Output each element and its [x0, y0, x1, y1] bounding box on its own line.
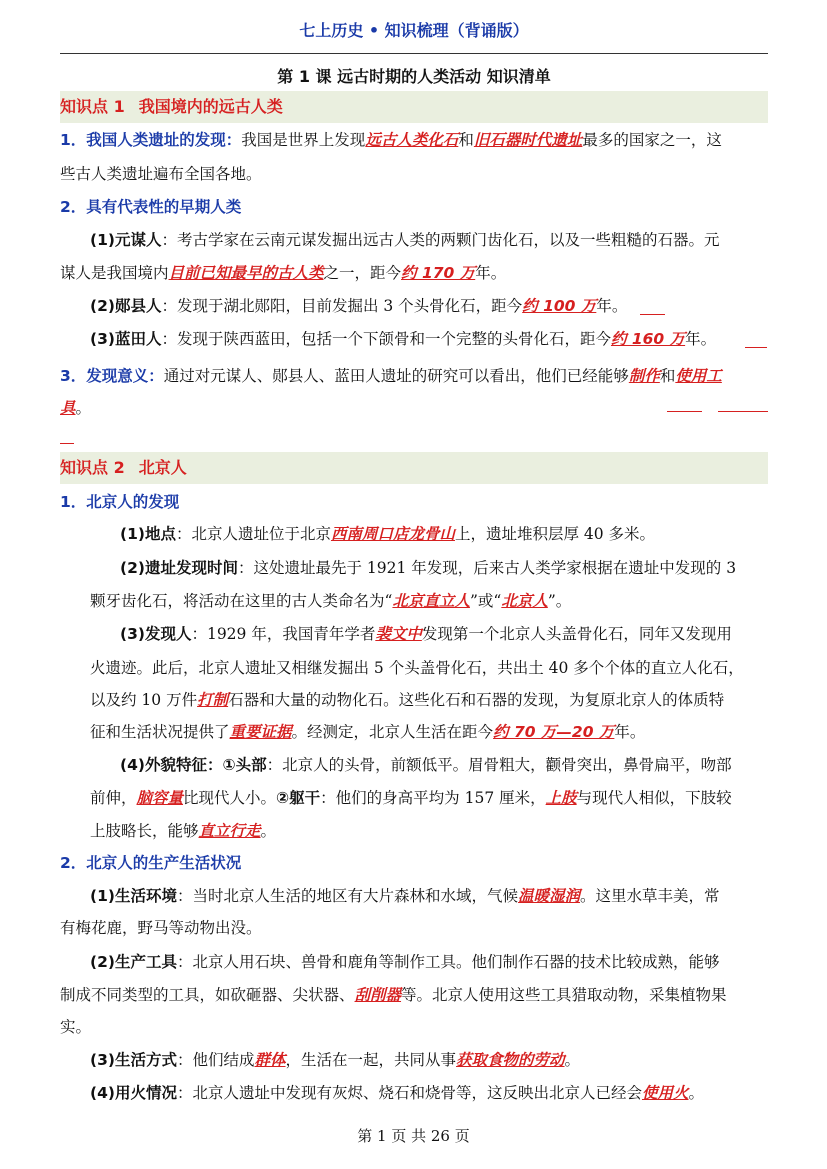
faxian-label: (3)发现人 — [120, 625, 192, 643]
key-term: 上肢 — [545, 789, 577, 807]
text: ”。 — [547, 592, 572, 610]
bj-section-1-heading — [60, 492, 768, 512]
text: ：发现于湖北郧阳，目前发掘出 3 个头骨化石，距今 — [161, 297, 523, 315]
text: 。 — [260, 822, 277, 840]
text: 上肢略长，能够 — [90, 822, 199, 840]
text: ：1929 年，我国青年学者 — [191, 625, 376, 643]
yunxian-line — [90, 296, 768, 316]
section-2-heading — [60, 197, 768, 217]
lesson-title: 第 1 课 远古时期的人类活动 知识清单 — [277, 67, 551, 86]
text: 。经测定，北京人生活在距今 — [291, 723, 494, 741]
text: 谋人是我国境内 — [60, 264, 169, 282]
key-term: 制作 — [628, 367, 660, 385]
lantian-label: (3)蓝田人 — [90, 330, 162, 348]
section-1-line2: 些古人类遗址遍布全国各地。 — [60, 165, 262, 183]
waimao-line3 — [90, 821, 768, 841]
page-footer: 第 1 页 共 26 页 — [357, 1127, 470, 1145]
waimao-label: (4)外貌特征：①头部 — [120, 756, 267, 774]
yizhi-line1 — [120, 558, 768, 578]
gongju-line3: 实。 — [60, 1018, 92, 1036]
text: 与现代人相似，下肢较 — [576, 789, 732, 807]
text: ：他们结成 — [176, 1051, 255, 1069]
fangshi-label: (3)生活方式 — [90, 1051, 177, 1069]
text: 我国是世界上发现 — [241, 131, 366, 149]
yonghuo-line — [90, 1083, 768, 1103]
text: 上，遗址堆积层厚 40 多米。 — [454, 525, 656, 543]
lantian-line — [90, 329, 768, 349]
gongju-line2 — [60, 985, 768, 1005]
text: 比现代人小。 — [183, 789, 277, 807]
text: 年。 — [475, 264, 507, 282]
gongju-label: (2)生产工具 — [90, 953, 177, 971]
key-term: 旧石器时代遗址 — [473, 131, 583, 149]
text: 通过对元谋人、郧县人、蓝田人遗址的研究可以看出，他们已经能够 — [163, 367, 629, 385]
key-term: 打制 — [197, 691, 229, 709]
faxian-line1 — [120, 624, 768, 644]
text: 前伸， — [90, 789, 137, 807]
text: ：他们的身高平均为 157 厘米， — [320, 789, 546, 807]
text: 。 — [75, 399, 92, 417]
text: 。这里水草丰美，常 — [580, 887, 720, 905]
kp1-number: 知识点 1 — [60, 97, 125, 116]
kp2-number: 知识点 2 — [60, 458, 125, 477]
text: 以及约 10 万件 — [90, 691, 198, 709]
key-term: 裴文中 — [375, 625, 422, 643]
text: ：北京人遗址位于北京 — [175, 525, 331, 543]
text: ，生活在一起，共同从事 — [285, 1051, 457, 1069]
huanjing-line1 — [90, 886, 768, 906]
blank-underline — [640, 314, 665, 315]
heading-text: 2．北京人的生产生活状况 — [60, 854, 242, 872]
text: 最多的国家之一，这 — [582, 131, 722, 149]
yizhi-line2 — [90, 591, 768, 611]
section-3-line1 — [60, 366, 768, 386]
kp2-title: 北京人 — [138, 458, 187, 477]
key-term: 直立行走 — [198, 822, 261, 840]
text: 和 — [659, 367, 676, 385]
huanjing-label: (1)生活环境 — [90, 887, 177, 905]
header-rule — [60, 53, 768, 54]
key-term: 脑容量 — [136, 789, 184, 807]
yuanmou-line2 — [60, 263, 768, 283]
text: ”或“ — [469, 592, 502, 610]
huanjing-line2: 有梅花鹿，野马等动物出没。 — [60, 919, 262, 937]
text: ：考古学家在云南元谋发掘出远古人类的两颗门齿化石，以及一些粗糙的石器。元 — [161, 231, 720, 249]
gongju-line1 — [90, 952, 768, 972]
key-term: 使用火 — [641, 1084, 689, 1102]
waimao-line2 — [90, 788, 768, 808]
text: ：发现于陕西蓝田，包括一个下颌骨和一个完整的头骨化石，距今 — [161, 330, 611, 348]
text: 。 — [564, 1051, 581, 1069]
kp1-title: 我国境内的远古人类 — [138, 97, 283, 116]
key-term: 获取食物的劳动 — [456, 1051, 565, 1069]
knowledge-point-2-band — [60, 452, 768, 484]
key-term: 北京人 — [501, 592, 548, 610]
text: 之一，距今 — [323, 264, 402, 282]
yonghuo-label: (4)用火情况 — [90, 1084, 177, 1102]
didian-label: (1)地点 — [120, 525, 176, 543]
text: 颗牙齿化石，将活动在这里的古人类命名为“ — [90, 592, 393, 610]
knowledge-point-1-band — [60, 91, 768, 123]
text: 发现第一个北京人头盖骨化石，同年又发现用 — [421, 625, 732, 643]
blank-underline — [60, 443, 74, 444]
text: 年。 — [614, 723, 646, 741]
key-term: 目前已知最早的古人类 — [168, 264, 324, 282]
heading-text: 1．北京人的发现 — [60, 493, 180, 511]
text: ：北京人遗址中发现有灰烬、烧石和烧骨等，这反映出北京人已经会 — [176, 1084, 642, 1102]
key-term: 西南周口店龙骨山 — [330, 525, 455, 543]
heading-text: 2．具有代表性的早期人类 — [60, 198, 242, 216]
yuanmou-line1 — [90, 230, 768, 250]
text: ：北京人用石块、兽骨和鹿角等制作工具。他们制作石器的技术比较成熟，能够 — [176, 953, 720, 971]
blank-underline — [718, 411, 768, 412]
key-term: 使用工 — [675, 367, 722, 385]
text: 。 — [688, 1084, 705, 1102]
key-term: 约 160 万 — [610, 330, 686, 348]
text: ：北京人的头骨，前额低平。眉骨粗大，颧骨突出，鼻骨扁平，吻部 — [266, 756, 732, 774]
waimao-label2: ②躯干 — [276, 789, 321, 807]
text: ：当时北京人生活的地区有大片森林和水域，气候 — [176, 887, 518, 905]
section-1-line1 — [60, 130, 768, 150]
text: 年。 — [685, 330, 717, 348]
waimao-line1 — [120, 755, 768, 775]
text: 制成不同类型的工具，如砍砸器、尖状器、 — [60, 986, 355, 1004]
key-term: 远古人类化石 — [365, 131, 459, 149]
yizhi-label: (2)遗址发现时间 — [120, 559, 238, 577]
section-3-heading: 3．发现意义： — [60, 367, 164, 385]
bj-section-2-heading — [60, 853, 768, 873]
key-term: 约 170 万 — [401, 264, 476, 282]
key-term: 群体 — [254, 1051, 286, 1069]
key-term: 北京直立人 — [392, 592, 470, 610]
fangshi-line — [90, 1050, 768, 1070]
blank-underline — [667, 411, 702, 412]
text: 和 — [458, 131, 474, 149]
section-1-heading: 1．我国人类遗址的发现： — [60, 131, 242, 149]
faxian-line2: 火遗迹。此后，北京人遗址又相继发掘出 5 个头盖骨化石，共出土 40 多个个体的直立人化石， — [90, 659, 744, 677]
didian-line — [120, 524, 768, 544]
faxian-line3 — [90, 690, 768, 710]
yuanmou-label: (1)元谋人 — [90, 231, 162, 249]
yunxian-label: (2)郧县人 — [90, 297, 162, 315]
key-term: 温暖湿润 — [517, 887, 580, 905]
text: 等。北京人使用这些工具猎取动物，采集植物果 — [401, 986, 727, 1004]
faxian-line4 — [90, 722, 768, 742]
key-term: 刮削器 — [354, 986, 402, 1004]
key-term: 约 100 万 — [522, 297, 597, 315]
text: 征和生活状况提供了 — [90, 723, 230, 741]
key-term: 具 — [60, 399, 76, 417]
text: 年。 — [596, 297, 628, 315]
text: ：这处遗址最先于 1921 年发现，后来古人类学家根据在遗址中发现的 3 — [237, 559, 737, 577]
key-term: 重要证据 — [229, 723, 292, 741]
section-3-line2 — [60, 398, 768, 418]
page-header: 七上历史 • 知识梳理（背诵版） — [299, 21, 529, 40]
blank-underline — [745, 347, 767, 348]
key-term: 约 70 万—20 万 — [493, 723, 615, 741]
text: 石器和大量的动物化石。这些化石和石器的发现，为复原北京人的体质特 — [228, 691, 725, 709]
